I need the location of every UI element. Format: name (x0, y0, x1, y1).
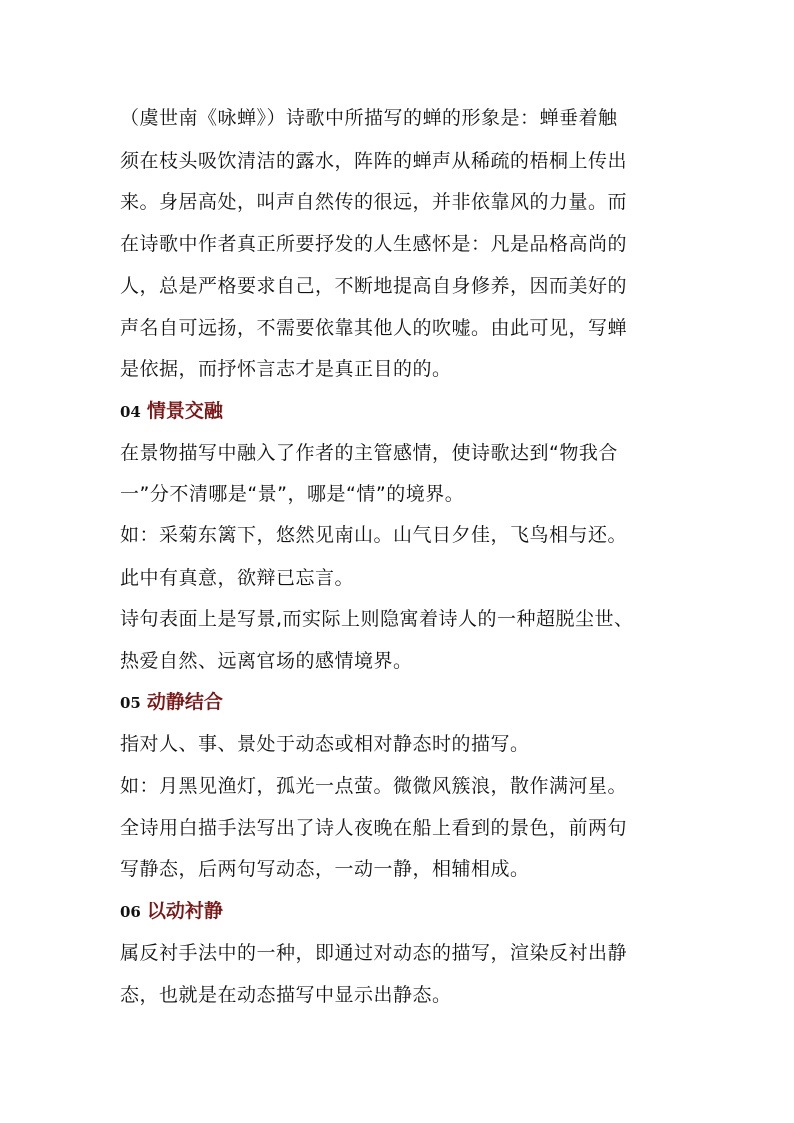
section-number: 04 (120, 403, 141, 421)
section-number: 05 (120, 694, 141, 712)
paragraph-line: 在景物描写中融入了作者的主管感情，使诗歌达到“物我合 (120, 442, 618, 464)
paragraph-line: 如：月黑见渔灯，孤光一点萤。微微风簇浪，散作满河星。 (120, 775, 628, 797)
paragraph-line: 声名自可远扬，不需要依靠其他人的吹嘘。由此可见，写蝉 (120, 317, 628, 339)
paragraph-line: 属反衬手法中的一种，即通过对动态的描写，渲染反衬出静 (120, 942, 628, 964)
paragraph-line: 如：采菊东篱下，悠然见南山。山气日夕佳，飞鸟相与还。 (120, 524, 628, 546)
section-title: 以动衬静 (146, 900, 223, 922)
section-number: 06 (120, 903, 141, 921)
paragraph-line: 此中有真意，欲辩已忘言。 (120, 567, 355, 589)
section-heading-06 (120, 899, 223, 924)
paragraph-line: 是依据，而抒怀言志才是真正目的的。 (120, 358, 452, 380)
paragraph-line: 人，总是严格要求自己，不断地提高自身修养，因而美好的 (120, 275, 628, 297)
paragraph-line: 热爱自然、远离官场的感情境界。 (120, 650, 413, 672)
section-heading-05 (120, 690, 223, 715)
paragraph-line: 来。身居高处，叫声自然传的很远，并非依靠风的力量。而 (120, 191, 628, 213)
paragraph-line: 诗句表面上是写景,而实际上则隐寓着诗人的一种超脱尘世、 (120, 608, 634, 630)
section-title: 动静结合 (146, 691, 223, 713)
paragraph-line: 在诗歌中作者真正所要抒发的人生感怀是：凡是品格高尚的 (120, 233, 628, 255)
paragraph-line: 一”分不清哪是“景”，哪是“情”的境界。 (120, 483, 465, 505)
paragraph-line: 写静态，后两句写动态，一动一静，相辅相成。 (120, 858, 530, 880)
section-title: 情景交融 (146, 400, 223, 422)
paragraph-line: 指对人、事、景处于动态或相对静态时的描写。 (120, 733, 530, 755)
paragraph-line: （虞世南《咏蝉》）诗歌中所描写的蝉的形象是：蝉垂着触 (120, 107, 618, 129)
paragraph-line: 全诗用白描手法写出了诗人夜晚在船上看到的景色，前两句 (120, 817, 628, 839)
paragraph-line: 须在枝头吸饮清洁的露水，阵阵的蝉声从稀疏的梧桐上传出 (120, 150, 628, 172)
section-heading-04 (120, 399, 223, 424)
paragraph-line: 态，也就是在动态描写中显示出静态。 (120, 984, 452, 1006)
